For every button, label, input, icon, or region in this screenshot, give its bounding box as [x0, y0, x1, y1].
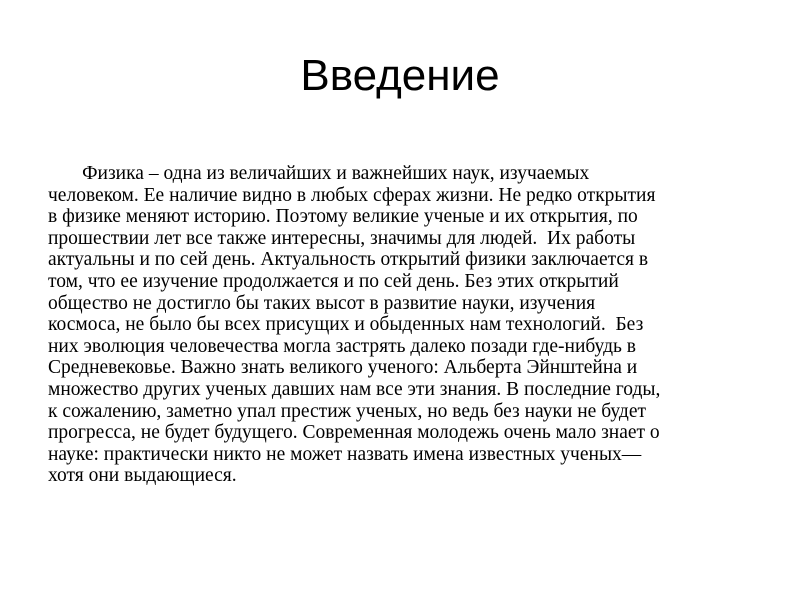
- body-line: актуальны и по сей день. Актуальность открытий физики заключается в: [48, 249, 649, 271]
- body-line: прогресса, не будет будущего. Современная молодежь очень мало знает о: [48, 422, 660, 444]
- body-line: хотя они выдающиеся.: [48, 465, 237, 487]
- slide-title: Введение: [300, 51, 500, 100]
- body-line: науке: практически никто не может назвать имена известных ученых—: [48, 443, 642, 465]
- body-line: в физике меняют историю. Поэтому великие ученые и их открытия, по: [48, 206, 638, 228]
- body-line: том, что ее изучение продолжается и по сей день. Без этих открытий: [48, 270, 619, 292]
- body-line: прошествии лет все также интересны, значимы для людей. Их работы: [48, 227, 636, 249]
- body-line: них эволюция человечества могла застрять далеко позади где-нибудь в: [48, 335, 636, 357]
- slide-body: [48, 163, 760, 487]
- body-line: человеком. Ее наличие видно в любых сферах жизни. Не редко открытия: [48, 184, 656, 206]
- body-line: к сожалению, заметно упал престиж ученых, но ведь без науки не будет: [48, 400, 647, 422]
- body-line: множество других ученых давших нам все эти знания. В последние годы,: [48, 378, 661, 400]
- body-line: общество не достигло бы таких высот в развитие науки, изучения: [48, 292, 596, 314]
- body-line: Физика – одна из величайших и важнейших наук, изучаемых: [48, 163, 590, 184]
- body-line: Средневековье. Важно знать великого ученого: Альберта Эйнштейна и: [48, 357, 638, 379]
- body-line: космоса, не было бы всех присущих и обыденных нам технологий. Без: [48, 314, 644, 336]
